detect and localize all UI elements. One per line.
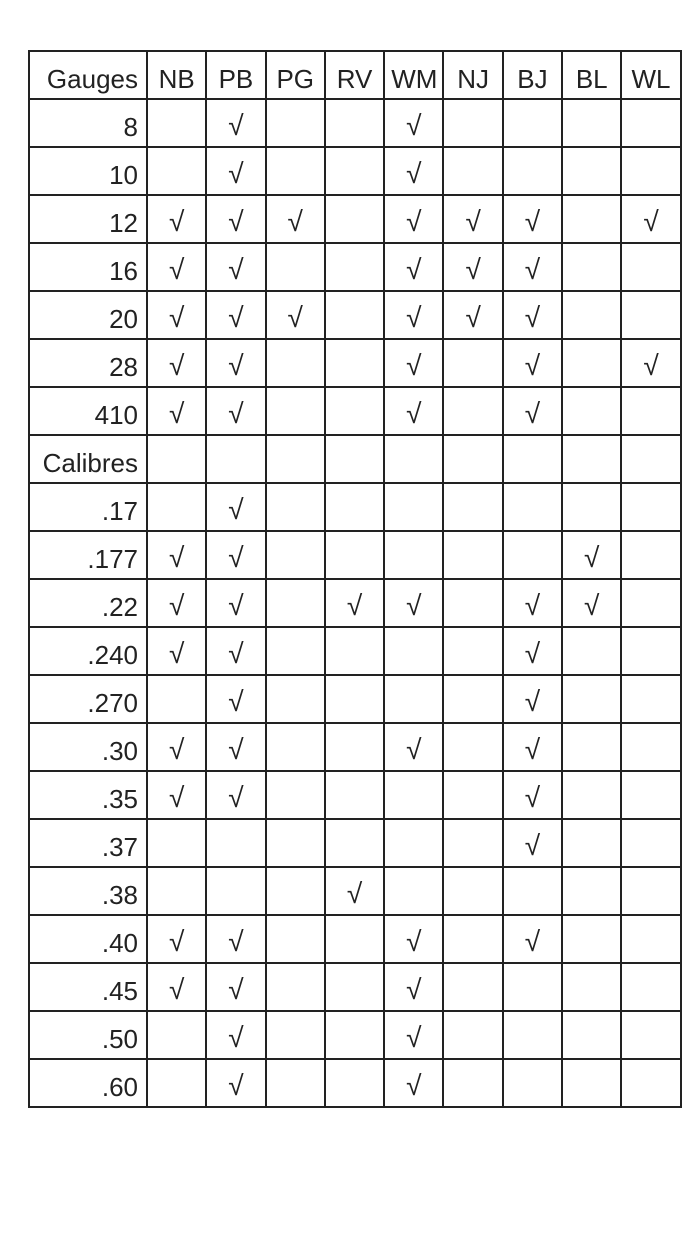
check-mark-icon: √	[503, 675, 562, 723]
empty-cell	[443, 867, 502, 915]
empty-cell	[384, 867, 443, 915]
check-mark-icon: √	[206, 339, 265, 387]
empty-cell	[147, 435, 206, 483]
row-label: .38	[29, 867, 147, 915]
check-mark-icon: √	[206, 1059, 265, 1107]
table-row	[29, 243, 681, 291]
header-row	[29, 51, 681, 99]
check-mark-icon: √	[503, 291, 562, 339]
check-mark-icon: √	[384, 963, 443, 1011]
empty-cell	[621, 723, 680, 771]
empty-cell	[443, 819, 502, 867]
table-row	[29, 723, 681, 771]
check-mark-icon: √	[503, 387, 562, 435]
empty-cell	[325, 771, 384, 819]
row-label: 20	[29, 291, 147, 339]
empty-cell	[266, 963, 325, 1011]
empty-cell	[443, 723, 502, 771]
empty-cell	[266, 243, 325, 291]
empty-cell	[266, 483, 325, 531]
empty-cell	[443, 339, 502, 387]
check-mark-icon: √	[206, 963, 265, 1011]
empty-cell	[147, 1011, 206, 1059]
empty-cell	[562, 723, 621, 771]
check-mark-icon: √	[621, 339, 680, 387]
empty-cell	[266, 819, 325, 867]
empty-cell	[443, 483, 502, 531]
empty-cell	[147, 147, 206, 195]
empty-cell	[443, 387, 502, 435]
empty-cell	[503, 1011, 562, 1059]
empty-cell	[266, 1059, 325, 1107]
empty-cell	[266, 771, 325, 819]
check-mark-icon: √	[503, 627, 562, 675]
empty-cell	[562, 1059, 621, 1107]
empty-cell	[325, 195, 384, 243]
header-cell-wm: WM	[384, 51, 443, 99]
header-cell-bj: BJ	[503, 51, 562, 99]
empty-cell	[266, 435, 325, 483]
row-label: Calibres	[29, 435, 147, 483]
empty-cell	[384, 627, 443, 675]
check-mark-icon: √	[147, 579, 206, 627]
check-mark-icon: √	[147, 915, 206, 963]
header-cell-gauges: Gauges	[29, 51, 147, 99]
empty-cell	[443, 915, 502, 963]
check-mark-icon: √	[206, 579, 265, 627]
check-mark-icon: √	[206, 483, 265, 531]
check-mark-icon: √	[384, 579, 443, 627]
empty-cell	[562, 963, 621, 1011]
check-mark-icon: √	[206, 291, 265, 339]
empty-cell	[147, 675, 206, 723]
empty-cell	[147, 1059, 206, 1107]
empty-cell	[443, 675, 502, 723]
empty-cell	[384, 675, 443, 723]
empty-cell	[443, 579, 502, 627]
row-label: .177	[29, 531, 147, 579]
check-mark-icon: √	[206, 243, 265, 291]
empty-cell	[621, 819, 680, 867]
table-row	[29, 195, 681, 243]
empty-cell	[325, 915, 384, 963]
empty-cell	[325, 99, 384, 147]
check-mark-icon: √	[206, 627, 265, 675]
empty-cell	[325, 531, 384, 579]
check-mark-icon: √	[206, 147, 265, 195]
empty-cell	[325, 339, 384, 387]
row-label: .37	[29, 819, 147, 867]
check-mark-icon: √	[443, 195, 502, 243]
empty-cell	[562, 1011, 621, 1059]
empty-cell	[621, 99, 680, 147]
check-mark-icon: √	[206, 723, 265, 771]
empty-cell	[621, 291, 680, 339]
row-label: .50	[29, 1011, 147, 1059]
empty-cell	[621, 1011, 680, 1059]
empty-cell	[266, 867, 325, 915]
table-row	[29, 339, 681, 387]
empty-cell	[266, 627, 325, 675]
empty-cell	[147, 99, 206, 147]
table-row	[29, 819, 681, 867]
empty-cell	[206, 819, 265, 867]
check-mark-icon: √	[384, 195, 443, 243]
empty-cell	[443, 627, 502, 675]
check-mark-icon: √	[206, 99, 265, 147]
row-label: 16	[29, 243, 147, 291]
row-label: 10	[29, 147, 147, 195]
check-mark-icon: √	[206, 387, 265, 435]
check-mark-icon: √	[147, 627, 206, 675]
row-label: .30	[29, 723, 147, 771]
empty-cell	[562, 675, 621, 723]
empty-cell	[325, 627, 384, 675]
empty-cell	[443, 1059, 502, 1107]
empty-cell	[384, 819, 443, 867]
empty-cell	[384, 531, 443, 579]
table-body	[29, 99, 681, 1107]
check-mark-icon: √	[266, 195, 325, 243]
empty-cell	[562, 99, 621, 147]
empty-cell	[503, 531, 562, 579]
empty-cell	[621, 963, 680, 1011]
table-row	[29, 99, 681, 147]
row-label: .22	[29, 579, 147, 627]
check-mark-icon: √	[443, 243, 502, 291]
check-mark-icon: √	[384, 915, 443, 963]
check-mark-icon: √	[147, 195, 206, 243]
check-mark-icon: √	[503, 723, 562, 771]
empty-cell	[562, 339, 621, 387]
check-mark-icon: √	[147, 771, 206, 819]
table-row	[29, 435, 681, 483]
empty-cell	[325, 387, 384, 435]
check-mark-icon: √	[384, 147, 443, 195]
row-label: .40	[29, 915, 147, 963]
empty-cell	[325, 147, 384, 195]
table-row	[29, 771, 681, 819]
check-mark-icon: √	[562, 531, 621, 579]
empty-cell	[621, 771, 680, 819]
check-mark-icon: √	[206, 195, 265, 243]
empty-cell	[266, 1011, 325, 1059]
check-mark-icon: √	[206, 675, 265, 723]
empty-cell	[562, 291, 621, 339]
check-mark-icon: √	[384, 291, 443, 339]
empty-cell	[443, 99, 502, 147]
empty-cell	[562, 387, 621, 435]
empty-cell	[621, 531, 680, 579]
empty-cell	[621, 243, 680, 291]
empty-cell	[562, 147, 621, 195]
check-mark-icon: √	[562, 579, 621, 627]
empty-cell	[562, 483, 621, 531]
check-mark-icon: √	[384, 339, 443, 387]
check-mark-icon: √	[206, 531, 265, 579]
empty-cell	[621, 627, 680, 675]
empty-cell	[621, 435, 680, 483]
check-mark-icon: √	[503, 819, 562, 867]
check-mark-icon: √	[503, 915, 562, 963]
header-cell-nb: NB	[147, 51, 206, 99]
row-label: 28	[29, 339, 147, 387]
check-mark-icon: √	[147, 723, 206, 771]
empty-cell	[325, 963, 384, 1011]
table-row	[29, 387, 681, 435]
header-cell-wl: WL	[621, 51, 680, 99]
table-row	[29, 675, 681, 723]
empty-cell	[266, 531, 325, 579]
empty-cell	[621, 147, 680, 195]
empty-cell	[147, 819, 206, 867]
empty-cell	[621, 387, 680, 435]
empty-cell	[266, 915, 325, 963]
empty-cell	[503, 435, 562, 483]
empty-cell	[325, 435, 384, 483]
empty-cell	[621, 867, 680, 915]
row-label: .45	[29, 963, 147, 1011]
empty-cell	[443, 531, 502, 579]
empty-cell	[266, 339, 325, 387]
empty-cell	[443, 771, 502, 819]
table-row	[29, 915, 681, 963]
check-mark-icon: √	[384, 723, 443, 771]
check-mark-icon: √	[503, 771, 562, 819]
empty-cell	[562, 627, 621, 675]
empty-cell	[325, 723, 384, 771]
empty-cell	[147, 483, 206, 531]
empty-cell	[503, 147, 562, 195]
empty-cell	[443, 147, 502, 195]
table-row	[29, 147, 681, 195]
empty-cell	[621, 915, 680, 963]
check-mark-icon: √	[206, 1011, 265, 1059]
empty-cell	[206, 435, 265, 483]
check-mark-icon: √	[443, 291, 502, 339]
header-cell-pg: PG	[266, 51, 325, 99]
empty-cell	[503, 483, 562, 531]
empty-cell	[266, 675, 325, 723]
header-cell-nj: NJ	[443, 51, 502, 99]
row-label: 410	[29, 387, 147, 435]
check-mark-icon: √	[147, 243, 206, 291]
check-mark-icon: √	[384, 99, 443, 147]
empty-cell	[266, 147, 325, 195]
check-mark-icon: √	[384, 387, 443, 435]
table-row	[29, 963, 681, 1011]
empty-cell	[562, 435, 621, 483]
empty-cell	[503, 1059, 562, 1107]
empty-cell	[325, 243, 384, 291]
header-cell-rv: RV	[325, 51, 384, 99]
empty-cell	[562, 243, 621, 291]
header-cell-bl: BL	[562, 51, 621, 99]
empty-cell	[384, 771, 443, 819]
check-mark-icon: √	[325, 867, 384, 915]
check-mark-icon: √	[621, 195, 680, 243]
table-row	[29, 867, 681, 915]
row-label: .270	[29, 675, 147, 723]
empty-cell	[206, 867, 265, 915]
empty-cell	[147, 867, 206, 915]
check-mark-icon: √	[147, 339, 206, 387]
row-label: .240	[29, 627, 147, 675]
empty-cell	[503, 99, 562, 147]
row-label: .35	[29, 771, 147, 819]
table-row	[29, 579, 681, 627]
empty-cell	[621, 675, 680, 723]
check-mark-icon: √	[206, 915, 265, 963]
table-row	[29, 291, 681, 339]
check-mark-icon: √	[503, 339, 562, 387]
check-mark-icon: √	[147, 387, 206, 435]
empty-cell	[562, 819, 621, 867]
empty-cell	[325, 819, 384, 867]
check-mark-icon: √	[266, 291, 325, 339]
empty-cell	[266, 579, 325, 627]
gauge-calibre-table	[28, 50, 682, 1108]
empty-cell	[325, 675, 384, 723]
table-row	[29, 627, 681, 675]
header-cell-pb: PB	[206, 51, 265, 99]
empty-cell	[325, 1011, 384, 1059]
empty-cell	[443, 1011, 502, 1059]
check-mark-icon: √	[147, 291, 206, 339]
empty-cell	[325, 1059, 384, 1107]
check-mark-icon: √	[384, 1059, 443, 1107]
empty-cell	[266, 99, 325, 147]
empty-cell	[621, 483, 680, 531]
table-row	[29, 531, 681, 579]
empty-cell	[325, 483, 384, 531]
row-label: .60	[29, 1059, 147, 1107]
empty-cell	[621, 579, 680, 627]
empty-cell	[384, 483, 443, 531]
empty-cell	[562, 771, 621, 819]
check-mark-icon: √	[503, 579, 562, 627]
empty-cell	[266, 723, 325, 771]
table-row	[29, 483, 681, 531]
row-label: .17	[29, 483, 147, 531]
empty-cell	[443, 435, 502, 483]
check-mark-icon: √	[325, 579, 384, 627]
check-mark-icon: √	[147, 531, 206, 579]
empty-cell	[621, 1059, 680, 1107]
empty-cell	[503, 867, 562, 915]
empty-cell	[562, 915, 621, 963]
check-mark-icon: √	[384, 1011, 443, 1059]
check-mark-icon: √	[503, 243, 562, 291]
empty-cell	[325, 291, 384, 339]
check-mark-icon: √	[503, 195, 562, 243]
empty-cell	[562, 867, 621, 915]
empty-cell	[443, 963, 502, 1011]
check-mark-icon: √	[147, 963, 206, 1011]
table-row	[29, 1059, 681, 1107]
empty-cell	[384, 435, 443, 483]
empty-cell	[266, 387, 325, 435]
check-mark-icon: √	[384, 243, 443, 291]
table-row	[29, 1011, 681, 1059]
empty-cell	[503, 963, 562, 1011]
check-mark-icon: √	[206, 771, 265, 819]
row-label: 12	[29, 195, 147, 243]
empty-cell	[562, 195, 621, 243]
row-label: 8	[29, 99, 147, 147]
